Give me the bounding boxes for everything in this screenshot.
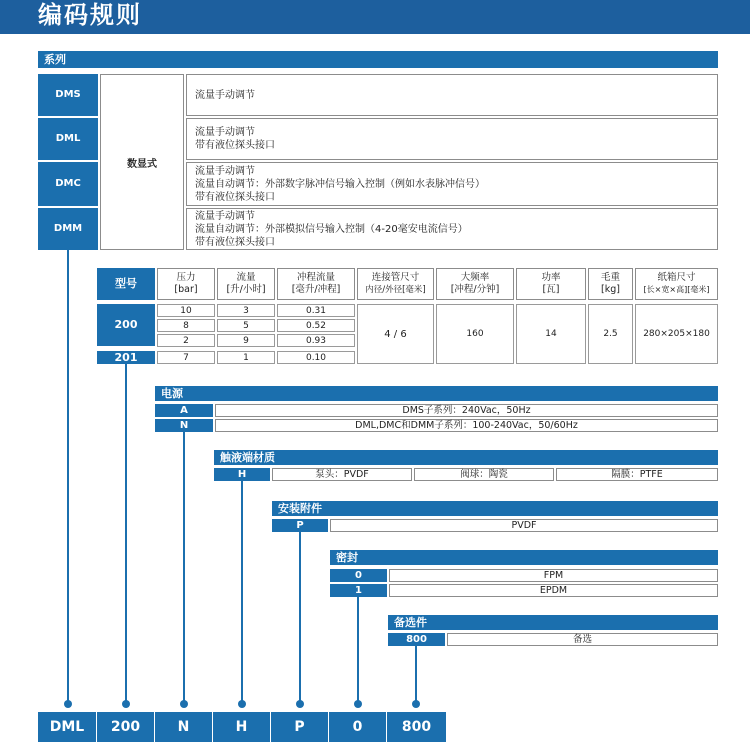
table-cell: 1 (217, 351, 275, 364)
power-key-n: N (155, 419, 213, 432)
material-part-ball: 阀球：陶瓷 (414, 468, 554, 481)
weight-value: 2.5 (588, 304, 633, 364)
accessory-heading: 安装附件 (272, 501, 718, 516)
accessory-desc: PVDF (330, 519, 718, 532)
connector-dot (64, 700, 72, 708)
seal-heading: 密封 (330, 550, 718, 565)
series-desc-line: 带有液位探头接口 (195, 140, 275, 151)
frequency-header-unit: [冲程/分钟] (450, 284, 500, 295)
series-desc-line: 流量手动调节 (195, 166, 255, 177)
frequency-value: 160 (436, 304, 514, 364)
box-size-header-unit: [长×宽×高][毫米] (643, 285, 710, 294)
weight-header-unit: [kg] (601, 284, 620, 295)
connector-dot (296, 700, 304, 708)
table-cell: 2 (157, 334, 215, 347)
frequency-header-label: 大频率 (460, 272, 490, 283)
connection-value: 4 / 6 (357, 304, 434, 364)
connector-line-power (183, 432, 185, 704)
table-cell: 8 (157, 319, 215, 332)
connector-line-accessory (299, 532, 301, 704)
series-code-dms: DMS (38, 74, 98, 116)
code-bar-option: 800 (386, 712, 446, 742)
stroke-flow-header (277, 268, 355, 300)
table-cell: 9 (217, 334, 275, 347)
series-desc-line: 流量手动调节 (195, 127, 255, 138)
model-code-200: 200 (97, 304, 155, 346)
box-size-value: 280×205×180 (635, 304, 718, 364)
series-code-dml: DML (38, 118, 98, 160)
code-bar-seal: 0 (328, 712, 386, 742)
connector-line-material (241, 481, 243, 704)
code-bar-material: H (212, 712, 270, 742)
code-bar-series: DML (49, 719, 85, 735)
series-desc-dmc (186, 162, 718, 206)
seal-key-0: 0 (330, 569, 387, 582)
model-code-201: 201 (97, 351, 155, 364)
connector-line-seal (357, 597, 359, 704)
series-desc-line: 流量手动调节 (195, 211, 255, 222)
seal-desc-0: FPM (389, 569, 718, 582)
series-desc-line: 流量自动调节：外部模拟信号输入控制（4-20毫安电流信号） (195, 224, 468, 235)
power-header (516, 268, 586, 300)
series-desc-dms (186, 74, 718, 116)
seal-desc-1: EPDM (389, 584, 718, 597)
weight-header-label: 毛重 (600, 272, 620, 283)
pressure-header-label: 压力 (176, 272, 196, 283)
weight-header (588, 268, 633, 300)
connector-line-series (67, 250, 69, 704)
series-code-dmm: DMM (38, 208, 98, 250)
code-bar-power: N (154, 712, 212, 742)
flow-header (217, 268, 275, 300)
connector-dot (354, 700, 362, 708)
pressure-header (157, 268, 215, 300)
option-key-800: 800 (388, 633, 445, 646)
table-cell: 0.10 (277, 351, 355, 364)
box-size-header-label: 纸箱尺寸 (657, 272, 696, 283)
series-desc-dml (186, 118, 718, 160)
series-code-dmc: DMC (38, 162, 98, 206)
series-desc-line: 带有液位探头接口 (195, 237, 275, 248)
model-header: 型号 (97, 268, 155, 300)
series-desc-line: 流量手动调节 (195, 90, 255, 101)
power-key-a: A (155, 404, 213, 417)
stroke-flow-header-label: 冲程流量 (296, 272, 335, 283)
accessory-key-p: P (272, 519, 328, 532)
power-desc-a: DMS子系列：240Vac，50Hz (215, 404, 718, 417)
page-title: 编码规则 (38, 1, 142, 29)
connector-dot (238, 700, 246, 708)
code-bar-accessory: P (270, 712, 328, 742)
series-desc-dmm (186, 208, 718, 250)
connection-header-label: 连接管尺寸 (371, 272, 420, 283)
table-cell: 7 (157, 351, 215, 364)
stroke-flow-header-unit: [毫升/冲程] (291, 284, 341, 295)
material-key-h: H (214, 468, 270, 481)
box-size-header (635, 268, 718, 300)
material-heading: 触液端材质 (214, 450, 718, 465)
pressure-header-unit: [bar] (174, 284, 198, 295)
table-cell: 0.31 (277, 304, 355, 317)
series-desc-line: 带有液位探头接口 (195, 192, 275, 203)
power-header-label: 功率 (541, 272, 561, 283)
series-heading: 系列 (38, 51, 718, 68)
connection-header (357, 268, 434, 300)
connector-dot (180, 700, 188, 708)
table-cell: 0.93 (277, 334, 355, 347)
material-part-diaphragm: 隔膜：PTFE (556, 468, 718, 481)
connector-line-model (125, 364, 127, 704)
option-desc: 备选 (447, 633, 718, 646)
code-bar-model: 200 (96, 712, 154, 742)
power-header-unit: [瓦] (542, 284, 560, 295)
flow-header-label: 流量 (236, 272, 256, 283)
table-cell: 0.52 (277, 319, 355, 332)
flow-header-unit: [升/小时] (226, 284, 266, 295)
series-desc-line: 流量自动调节：外部数字脉冲信号输入控制（例如水表脉冲信号） (195, 179, 485, 190)
connector-line-option (415, 646, 417, 704)
connector-dot (122, 700, 130, 708)
table-cell: 3 (217, 304, 275, 317)
table-cell: 5 (217, 319, 275, 332)
connection-header-unit: 内径/外径[毫米] (365, 285, 426, 295)
display-type-label: 数显式 (127, 159, 157, 170)
power-desc-n: DML,DMC和DMM子系列：100-240Vac，50/60Hz (215, 419, 718, 432)
frequency-header (436, 268, 514, 300)
connector-dot (412, 700, 420, 708)
power-heading: 电源 (155, 386, 718, 401)
seal-key-1: 1 (330, 584, 387, 597)
material-part-head: 泵头：PVDF (272, 468, 412, 481)
table-cell: 10 (157, 304, 215, 317)
power-value: 14 (516, 304, 586, 364)
option-heading: 备选件 (388, 615, 718, 630)
